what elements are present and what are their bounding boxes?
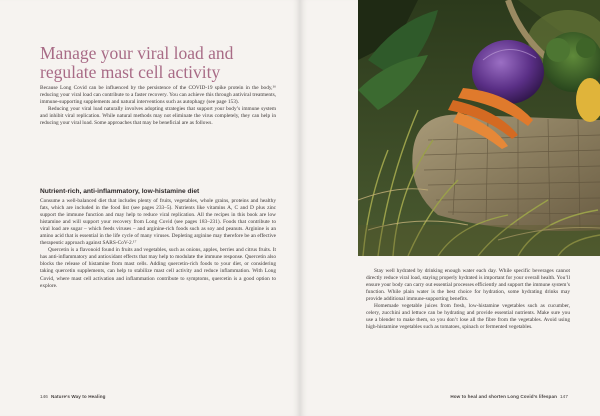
right-footer <box>447 394 568 399</box>
left-running-title: Nature’s Way to Healing <box>50 394 106 399</box>
vegetable-basket-photo <box>358 0 600 256</box>
diet-subheading: Nutrient-rich, anti-inflammatory, low-histamine diet <box>40 188 200 195</box>
diet-paragraph-2: Quercetin is a flavonoid found in fruits and vegetables, such as onions, apples, berries and citrus fruits. It has anti-inflammatory and antioxidant effects that may help to modulate the immune response. Quercetin also blocks the release of histamine from mast cells. Adding quercetin-rich foods to your diet, or considering taking quercetin supplements, can help to stabilize mast cell activity and reduce inflammation. With Long Covid, where mast cell activation and inflammation contribute to symptoms, quercetin is a good option to explore. <box>40 247 276 289</box>
diet-section <box>40 198 276 290</box>
right-column <box>366 268 570 331</box>
hydration-paragraph: Stay well hydrated by drinking enough water each day. While specific beverages cannot directly reduce viral load, staying properly hydrated is important for your overall health. You’ll ensure your body can carry out essential processes efficiently and support the immune system’s function. While plain water is the best choice for hydration, some hydrating drinks may provide additional immune-supporting benefits. <box>366 268 570 303</box>
intro-paragraph-2: Reducing your viral load naturally involves adopting strategies that support your body’s immune system and inhibit viral replication. While natural methods may not eliminate the virus completely, they can help in reducing your viral load. Some approaches that may be beneficial are as follows. <box>40 106 276 127</box>
left-page-number: 146 <box>40 394 48 399</box>
vegetable-basket-illustration <box>358 0 600 256</box>
juice-paragraph: Homemade vegetable juices from fresh, low-histamine vegetables such as cucumber, celery, zucchini and lettuce can be hydrating and provide essential nutrients. Make sure you use a blender to make them, so you don’t lose all the fibre from the vegetables. Avoid using high-histamine vegetables such as tomatoes, spinach or fermented vegetables. <box>366 303 570 331</box>
intro-section <box>40 85 276 127</box>
intro-paragraph-1: Because Long Covid can be influenced by the persistence of the COVID-19 spike protein in the body,¹⁶ reducing your viral load can contribute to a faster recovery. You can achieve this through antiviral treatments, immune-supporting supplements and natural interventions such as autophagy (see page 153). <box>40 85 276 106</box>
page-heading: Manage your viral load and regulate mast cell activity <box>40 43 234 82</box>
right-page-number: 147 <box>560 394 568 399</box>
left-footer <box>40 394 109 399</box>
right-running-title: How to heal and shorten Long Covid’s lifespan <box>450 394 558 399</box>
diet-paragraph-1: Consume a well-balanced diet that includes plenty of fruits, vegetables, whole grains, proteins and healthy fats, which are included in the food list (see pages 233–5). Nutrients like vitamins A, C and D plus zinc support the immune function and may help to reduce viral replication. All the recipes in this book are low histamine and will support your recovery from Long Covid (see pages 183–231). Foods that contribute to viral load are sugar – which feeds viruses – and arginine-rich foods such as soy and peanuts. Arginine is an amino acid that is essential in the life cycle of many viruses. Depleting arginine may therefore be an effective therapeutic approach against SARS-CoV-2.¹⁷ <box>40 198 276 247</box>
